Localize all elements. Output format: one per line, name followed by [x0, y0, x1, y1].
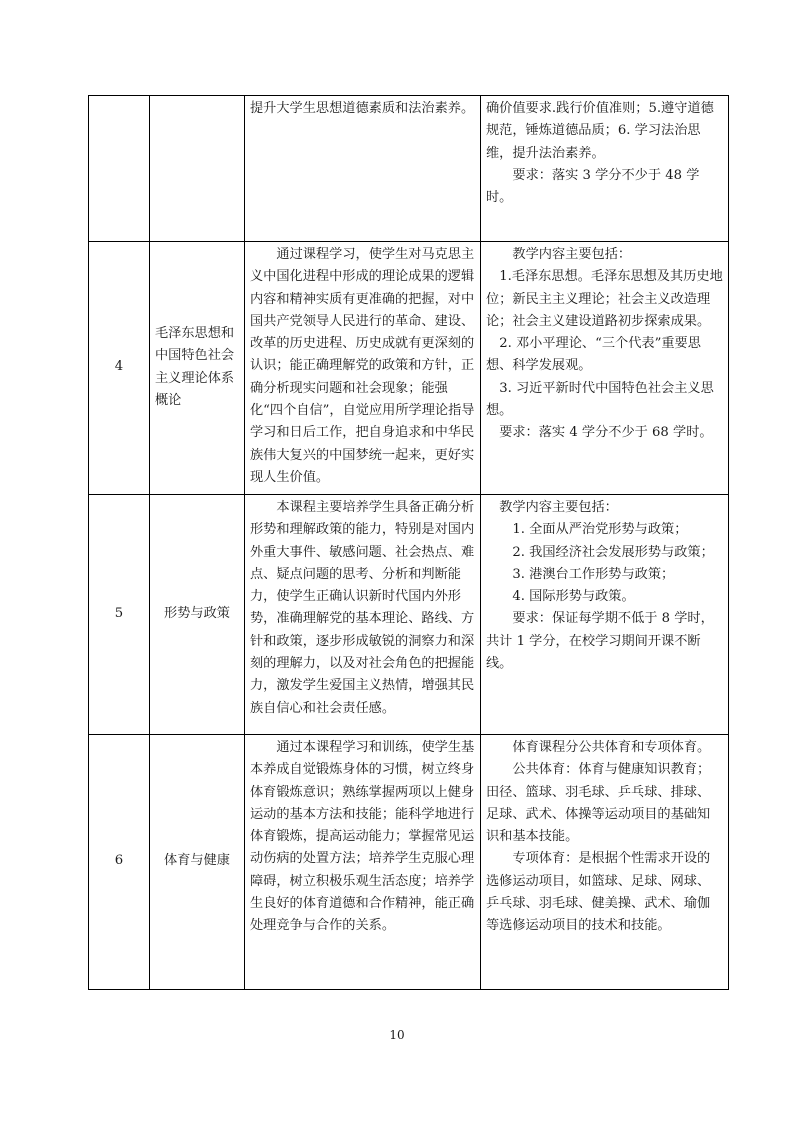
- content-requirement: 要求：落实 4 学分不少于 68 学时。: [499, 425, 713, 441]
- content-text: 1.毛泽东思想。毛泽东思想及其历史地位；新民主主义理论；社会主义改造理论；社会主义建设道路初步探索成果。: [486, 269, 723, 329]
- content-text: 4. 国际形势与政策。: [512, 589, 635, 605]
- course-goal: [245, 495, 481, 735]
- goal-text: 提升大学生思想道德素质和法治素养。: [250, 101, 475, 116]
- content-text: 教学内容主要包括：: [512, 247, 632, 262]
- content-text: 3. 港澳台工作形势与政策；: [512, 566, 675, 582]
- course-goal: [245, 242, 481, 495]
- content-text: 2. 我国经济社会发展形势与政策；: [512, 544, 714, 560]
- content-text: 体育课程分公共体育和专项体育。: [512, 740, 711, 755]
- content-requirement: 要求：保证每学期不低于 8 学时，共计 1 学分，在校学习期间开课不断线。: [486, 611, 714, 672]
- course-number: 6: [89, 735, 150, 990]
- content-text: 确价值要求.践行价值准则；5.遵守道德规范，锤炼道德品质；6. 学习法治思维，提升法治素养。: [486, 101, 714, 161]
- goal-text: 通过本课程学习和训练，使学生基本养成自觉锻炼身体的习惯，树立终身体育锻炼意识；熟练掌握两项以上健身运动的基本方法和技能；能科学地进行体育锻炼，提高运动能力；掌握常见运动伤病的处置方法；培养学生克服心理障碍，树立积极乐观生活态度；培养学生良好的体育道德和合作精神，能正确处理竞争与合作的关系。: [250, 740, 475, 934]
- table-row: [89, 735, 729, 990]
- table-row: [89, 242, 729, 495]
- course-number: [89, 96, 150, 242]
- goal-text: 本课程主要培养学生具备正确分析形势和理解政策的能力，特别是对国内外重大事件、敏感问题、社会热点、难点、疑点问题的思考、分析和判断能力，使学生正确认识新时代国内外形势，准确理解党的基本理论、路线、方针和政策，逐步形成敏锐的洞察力和深刻的理解力，以及对社会角色的把握能力，激发学生爱国主义热情，增强其民族自信心和社会责任感。: [250, 500, 475, 716]
- goal-text: 通过课程学习，使学生对马克思主义中国化进程中形成的理论成果的逻辑内容和精神实质有更准确的把握，对中国共产党领导人民进行的革命、建设、改革的历史进程、历史成就有更深刻的认识；能正确理解党的政策和方针，正确分析现实问题和社会现象；能强化“四个自信”，自觉应用所学理论指导学习和日后工作，把自身追求和中华民族伟大复兴的中国梦统一起来，更好实现人生价值。: [250, 247, 475, 485]
- content-text: 教学内容主要包括：: [499, 500, 618, 515]
- course-name: 毛泽东思想和中国特色社会主义理论体系概论: [150, 242, 245, 495]
- course-number: 4: [89, 242, 150, 495]
- table-row: [89, 495, 729, 735]
- table-row: [89, 96, 729, 242]
- course-content: [481, 735, 729, 990]
- content-text: 公共体育：体育与健康知识教育；田径、篮球、羽毛球、乒乓球、排球、足球、武术、体操等运动项目的基础知识和基本技能。: [486, 762, 711, 845]
- content-text: 专项体育：是根据个性需求开设的选修运动项目，如篮球、足球、网球、乒乓球、羽毛球、健美操、武术、瑜伽等选修运动项目的技术和技能。: [486, 851, 711, 934]
- course-table: [88, 95, 729, 990]
- course-name: 体育与健康: [150, 735, 245, 990]
- content-requirement: 要求：落实 3 学分不少于 48 学时。: [486, 167, 700, 206]
- course-content: [481, 495, 729, 735]
- content-text: 3. 习近平新时代中国特色社会主义思想。: [486, 380, 714, 419]
- course-number: 5: [89, 495, 150, 735]
- course-goal: [245, 735, 481, 990]
- course-name: [150, 96, 245, 242]
- course-name: 形势与政策: [150, 495, 245, 735]
- page-number: 10: [389, 1028, 405, 1042]
- course-content: [481, 242, 729, 495]
- course-content: [481, 96, 729, 242]
- content-text: 1. 全面从严治党形势与政策；: [512, 522, 688, 538]
- course-goal: [245, 96, 481, 242]
- content-text: 2. 邓小平理论、“三个代表”重要思想、科学发展观。: [486, 336, 701, 374]
